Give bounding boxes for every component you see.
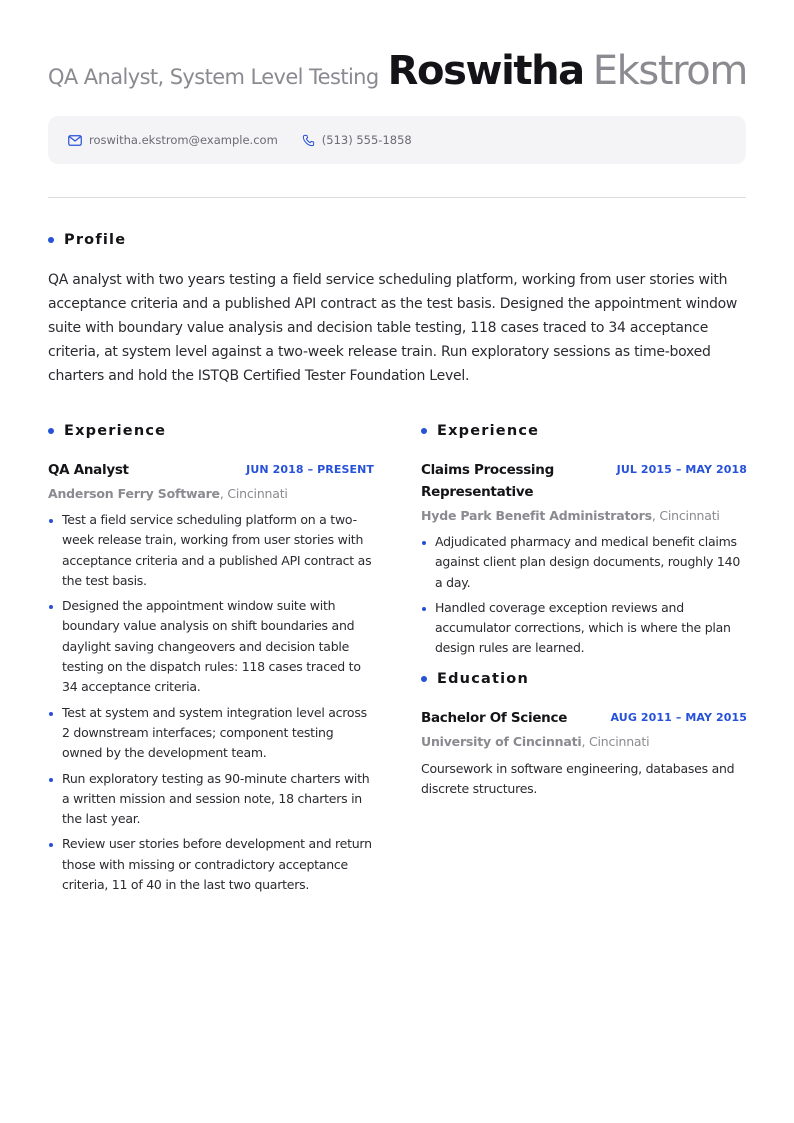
experience-heading-label: Experience (64, 423, 167, 439)
job-date: JUN 2018 – PRESENT (246, 463, 374, 476)
bullet-dot-icon (421, 676, 427, 682)
school-location: , Cincinnati (581, 733, 650, 749)
job-bullets (48, 510, 374, 895)
profile-heading-label: Profile (64, 232, 127, 248)
education-organization (421, 733, 747, 751)
school-name: University of Cincinnati (421, 733, 582, 749)
contact-phone[interactable] (302, 133, 412, 147)
education-entry-head (421, 707, 747, 729)
list-item: Designed the appointment window suite with boundary value analysis on shift boundaries and daylight saving changeovers and decision table testing on the dispatch rules: 118 cases traced to 34 acceptance criteria. (48, 596, 374, 697)
list-item: Adjudicated pharmacy and medical benefit claims against client plan design documents, roughly 140 a day. (421, 532, 747, 593)
experience-heading-label: Experience (437, 423, 540, 439)
resume-header (48, 48, 746, 98)
experience-column-right (421, 423, 747, 799)
company-name: Hyde Park Benefit Administrators (421, 508, 652, 523)
bullet-dot-icon (48, 428, 54, 434)
job-bullets (421, 532, 747, 659)
education-heading (421, 671, 747, 687)
education-heading-label: Education (437, 670, 529, 687)
job-role: QA Analyst (48, 462, 129, 478)
header-divider (48, 197, 746, 198)
bullet-dot-icon (421, 428, 427, 434)
experience-entry-head (421, 459, 747, 503)
experience-entry-head (48, 459, 374, 481)
company-location: , Cincinnati (219, 486, 288, 501)
mail-icon (68, 135, 82, 146)
list-item: Review user stories before development and return those with missing or contradictory acceptance criteria, 11 of 40 in the last two quarters. (48, 834, 374, 895)
first-name: Roswitha (387, 48, 584, 94)
list-item: Run exploratory testing as 90-minute charters with a written mission and session note, 18 charters in the last year. (48, 769, 374, 830)
profile-heading (48, 232, 126, 248)
contact-bar (48, 116, 746, 164)
email-text: roswitha.ekstrom@example.com (89, 133, 278, 147)
bullet-dot-icon (48, 237, 54, 243)
degree: Bachelor Of Science (421, 709, 568, 726)
phone-text: (513) 555-1858 (321, 133, 412, 147)
job-role: Claims Processing Representative (421, 462, 554, 500)
list-item: Test at system and system integration level across 2 downstream interfaces; component testing owned by the development team. (48, 703, 374, 764)
profile-text: QA analyst with two years testing a field service scheduling platform, working from user stories with acceptance criteria and a published API contract as the test basis. Designed the appointment window suite with boundary value analysis and decision table testing, 118 cases traced to 34 acceptance criteria, at system level against a two-week release train. Run exploratory sessions as time-boxed charters and hold the ISTQB Certified Tester Foundation Level. (48, 272, 738, 384)
last-name: Ekstrom (592, 48, 747, 94)
education-date: AUG 2011 – MAY 2015 (610, 710, 747, 724)
education-description: Coursework in software engineering, databases and discrete structures. (421, 760, 735, 797)
job-title: QA Analyst, System Level Testing (48, 65, 379, 89)
job-organization (421, 507, 747, 525)
contact-email[interactable] (68, 133, 278, 147)
company-name: Anderson Ferry Software (48, 486, 220, 501)
phone-icon (302, 134, 315, 147)
job-organization (48, 485, 374, 503)
experience-column-left (48, 423, 374, 900)
company-location: , Cincinnati (651, 508, 720, 523)
list-item: Handled coverage exception reviews and accumulator corrections, which is where the plan design rules are learned. (421, 598, 747, 659)
experience-heading (421, 423, 747, 439)
job-date: JUL 2015 – MAY 2018 (616, 463, 747, 476)
experience-heading (48, 423, 374, 439)
list-item: Test a field service scheduling platform on a two-week release train, working from user stories with acceptance criteria and a published API contract as the test basis. (48, 510, 374, 591)
